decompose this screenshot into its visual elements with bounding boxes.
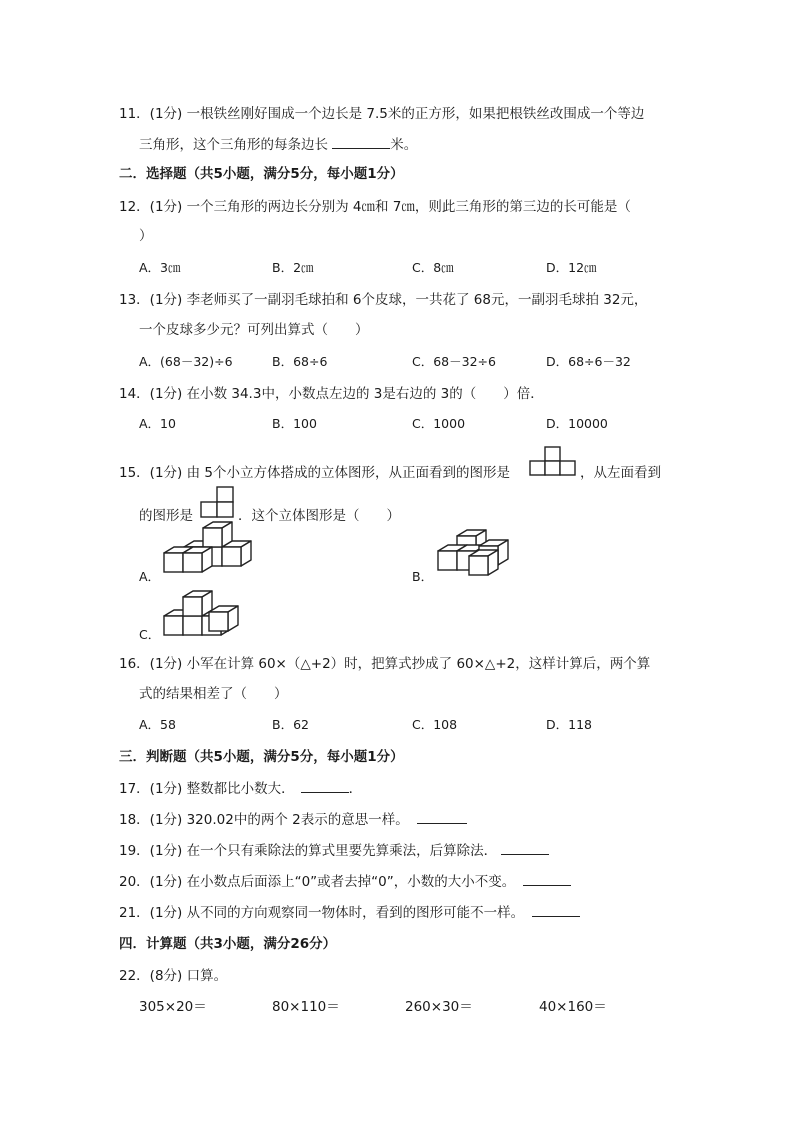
cube-front-face <box>183 597 202 616</box>
q18-answer-blank[interactable] <box>417 809 467 824</box>
q11-text: 三角形，这个三角形的每条边长 <box>139 137 333 153</box>
q21-text: 21．(1分) 从不同的方向观察同一物体时，看到的图形可能不一样。 <box>119 905 525 921</box>
cube-front-face <box>164 616 183 635</box>
q13-option-d[interactable]: D．68÷6－32 <box>546 354 631 369</box>
q16-option-c[interactable]: C．108 <box>412 717 458 732</box>
q13-option-b[interactable]: B．68÷6 <box>272 354 328 369</box>
q15-line1: 15．(1分) 由 5个小立方体搭成的立体图形，从正面看到的图形是 <box>119 465 510 481</box>
q17-answer-blank[interactable] <box>301 778 349 793</box>
left-view-figure <box>200 485 236 519</box>
q14-option-d[interactable]: D．10000 <box>546 416 608 431</box>
option-b-figure[interactable] <box>437 527 509 579</box>
q11-line2 <box>139 134 417 155</box>
q13-line1: 13．(1分) 李老师买了一副羽毛球拍和 6个皮球，一共花了 68元，一副羽毛球拍 32元， <box>119 292 648 308</box>
q12-line1: 12．(1分) 一个三角形的两边长分别为 4㎝和 7㎝，则此三角形的第三边的长可能是（ <box>119 199 631 215</box>
cube-front-face <box>209 612 228 631</box>
cube-front-face <box>438 551 457 570</box>
q16-line2: 式的结果相差了（ ） <box>139 686 288 702</box>
q19 <box>119 840 549 861</box>
cube-front-face <box>183 616 202 635</box>
q22-item-3: 260×30＝ <box>405 999 473 1015</box>
q11-line1: 11．(1分) 一根铁丝刚好围成一个边长是 7.5米的正方形，如果把根铁丝改围成一个等边 <box>119 106 645 122</box>
q12-option-a[interactable]: A．3㎝ <box>139 260 181 275</box>
q22-item-2: 80×110＝ <box>272 999 340 1015</box>
q19-answer-blank[interactable] <box>501 840 549 855</box>
section4-title: 四．计算题（共3小题，满分26分） <box>119 936 337 952</box>
q16-option-a[interactable]: A．58 <box>139 717 176 732</box>
q13-option-c[interactable]: C．68－32÷6 <box>412 354 496 369</box>
q12-option-c[interactable]: C．8㎝ <box>412 260 454 275</box>
q13-option-a[interactable]: A．(68－32)÷6 <box>139 354 233 369</box>
q22-item-1: 305×20＝ <box>139 999 207 1015</box>
q18 <box>119 809 467 830</box>
q20 <box>119 871 571 892</box>
q17 <box>119 778 362 799</box>
q15-option-b[interactable]: B． <box>412 569 434 584</box>
q18-text: 18．(1分) 320.02中的两个 2表示的意思一样。 <box>119 812 409 828</box>
q13-line2: 一个皮球多少元？可列出算式（ ） <box>139 322 369 338</box>
q20-text: 20．(1分) 在小数点后面添上“0”或者去掉“0”，小数的大小不变。 <box>119 874 516 890</box>
q16-option-b[interactable]: B．62 <box>272 717 309 732</box>
q17-text: 17．(1分) 整数都比小数大． <box>119 781 295 797</box>
q14-line1: 14．(1分) 在小数 34.3中，小数点左边的 3是右边的 3的（ ）倍． <box>119 386 544 402</box>
q20-answer-blank[interactable] <box>523 871 571 886</box>
q12-line2: ） <box>139 228 153 244</box>
cube-front-face <box>469 556 488 575</box>
q15-line2-start: 的图形是 <box>139 508 193 524</box>
q12-option-b[interactable]: B．2㎝ <box>272 260 314 275</box>
cube-front-face <box>183 553 202 572</box>
q15-option-c[interactable]: C． <box>139 627 161 642</box>
q14-option-a[interactable]: A．10 <box>139 416 176 431</box>
option-c-figure[interactable] <box>163 592 245 638</box>
q16-line1: 16．(1分) 小军在计算 60×（△+2）时，把算式抄成了 60×△+2，这样计算后，两个算 <box>119 656 651 672</box>
section3-title: 三．判断题（共5小题，满分5分，每小题1分） <box>119 749 404 765</box>
cube-front-face <box>222 547 241 566</box>
q11-unit: 米。 <box>390 137 418 153</box>
q15-line2-end: ．这个立体图形是（ ） <box>238 508 400 524</box>
section2-title: 二．选择题（共5小题，满分5分，每小题1分） <box>119 166 404 182</box>
q12-option-d[interactable]: D．12㎝ <box>546 260 597 275</box>
q22-item-4: 40×160＝ <box>539 999 607 1015</box>
cube-front-face <box>164 553 183 572</box>
q21 <box>119 902 580 923</box>
q16-option-d[interactable]: D．118 <box>546 717 592 732</box>
q21-answer-blank[interactable] <box>532 902 580 917</box>
option-a-figure[interactable] <box>163 527 245 573</box>
q15-option-a[interactable]: A． <box>139 569 161 584</box>
q15-line1-end: ，从左面看到 <box>580 465 661 481</box>
cube-front-face <box>203 528 222 547</box>
q14-option-b[interactable]: B．100 <box>272 416 317 431</box>
front-view-figure <box>529 446 577 476</box>
q17-end: ． <box>348 781 363 797</box>
q14-option-c[interactable]: C．1000 <box>412 416 466 431</box>
q11-answer-blank[interactable] <box>332 134 390 149</box>
q19-text: 19．(1分) 在一个只有乘除法的算式里要先算乘法，后算除法． <box>119 843 498 859</box>
q22-text: 22．(8分) 口算。 <box>119 968 228 984</box>
